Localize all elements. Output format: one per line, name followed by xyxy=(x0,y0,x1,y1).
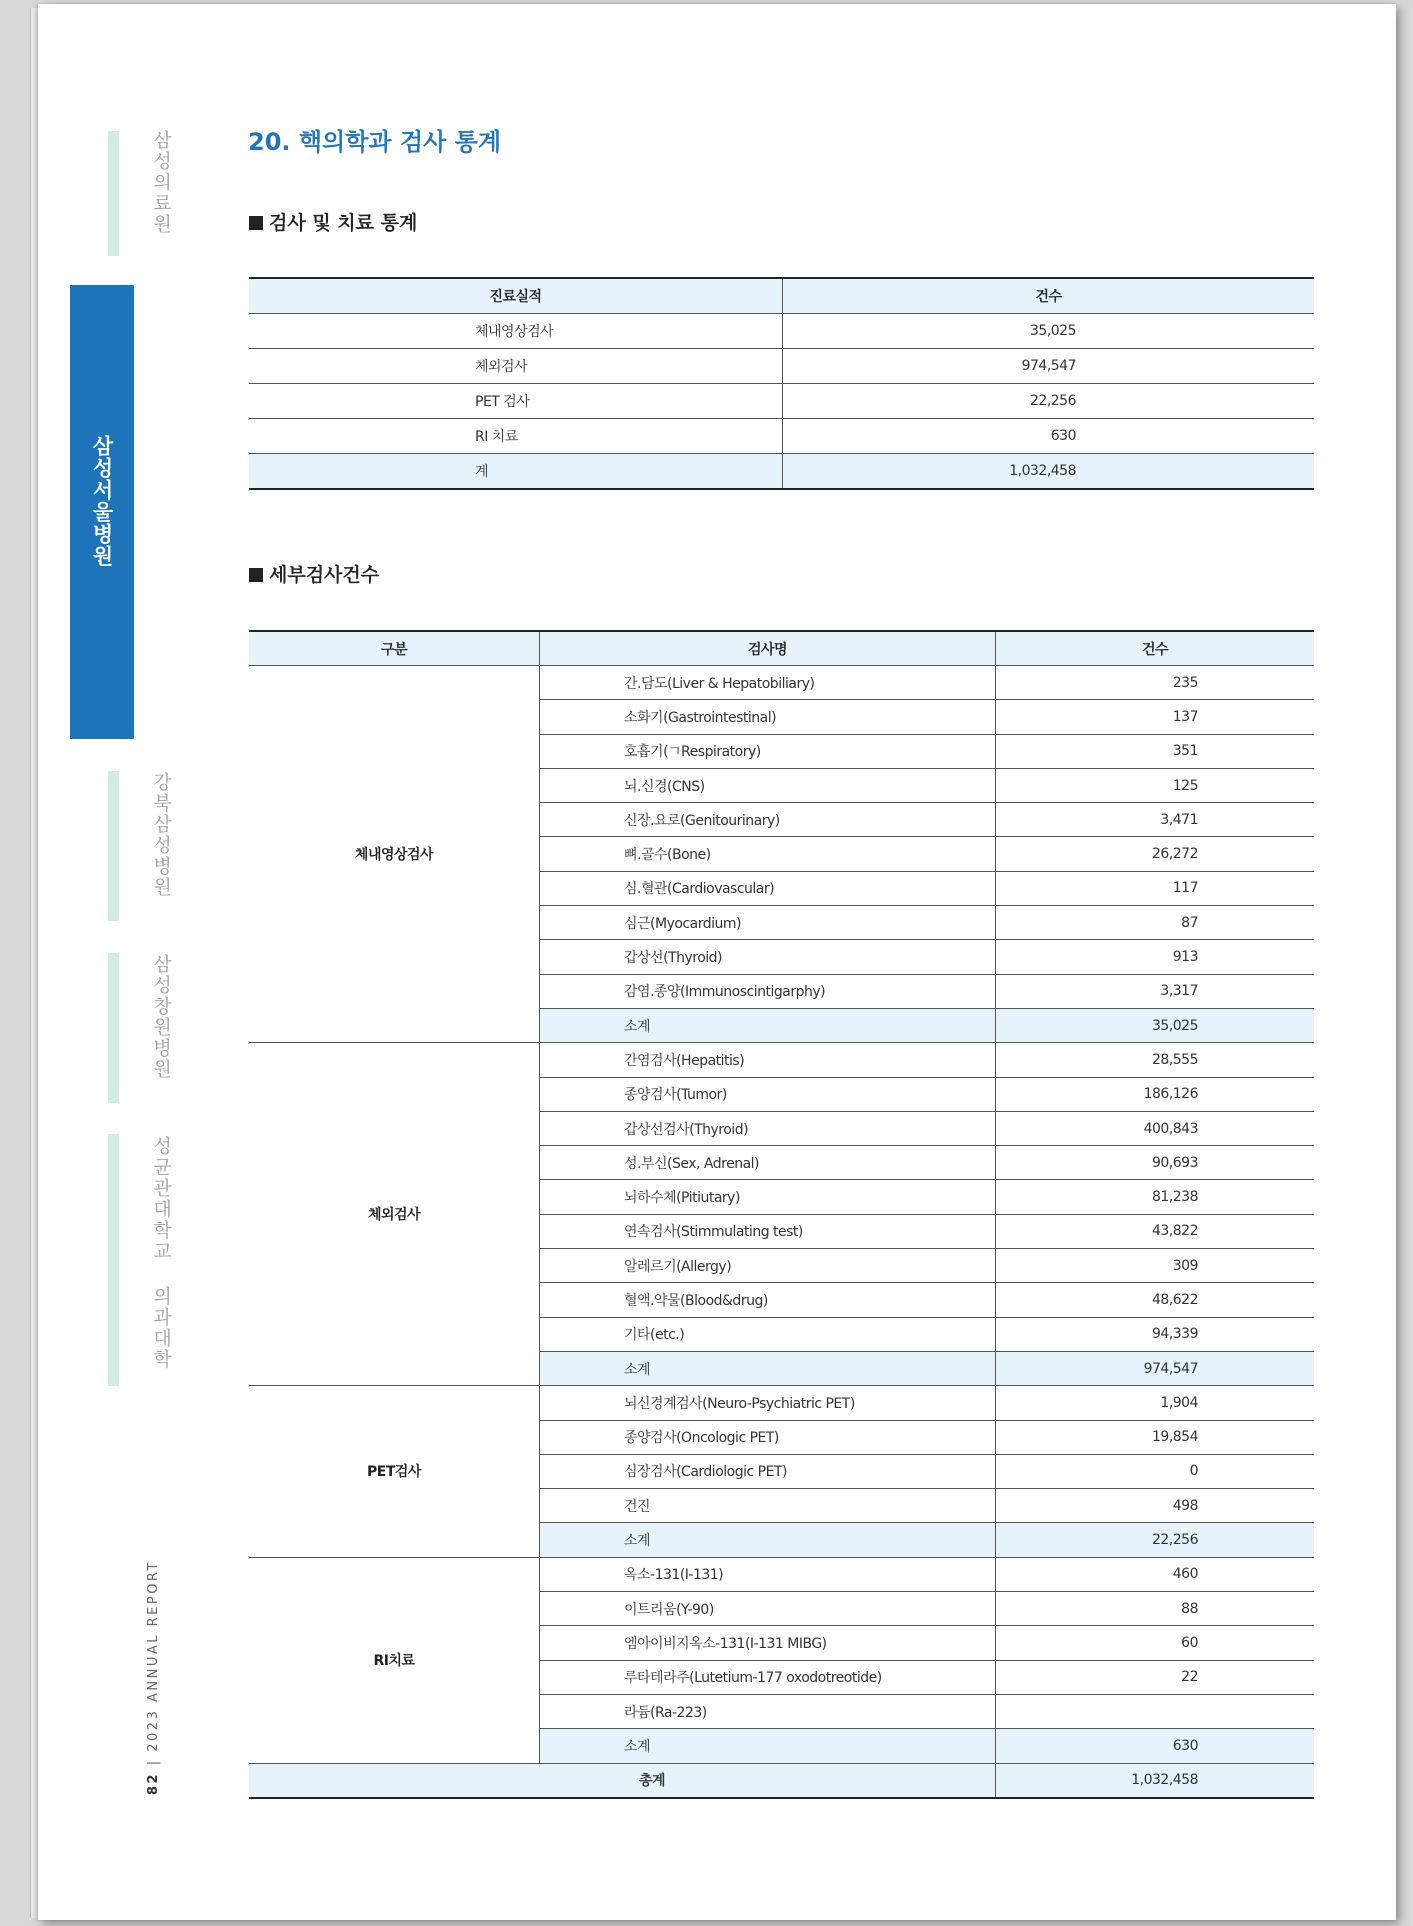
detail-test-count: 400,843 xyxy=(996,1111,1315,1145)
detail-test-count: 913 xyxy=(996,940,1315,974)
detail-test-name: 혈액.약물(Blood&drug) xyxy=(540,1283,996,1317)
detail-test-count: 351 xyxy=(996,734,1315,768)
summary-header-category: 진료실적 xyxy=(249,278,783,314)
detail-test-name: 건진 xyxy=(540,1489,996,1523)
detail-test-name: 뇌.신경(CNS) xyxy=(540,768,996,802)
summary-total-name: 계 xyxy=(249,454,783,490)
detail-test-count: 309 xyxy=(996,1249,1315,1283)
side-tab-active-label: 삼성서울병원 xyxy=(90,435,114,567)
detail-test-count: 94,339 xyxy=(996,1317,1315,1351)
table-row xyxy=(249,1557,1314,1591)
detail-test-name: 신장.요로(Genitourinary) xyxy=(540,803,996,837)
detail-test-name: 호흡기(ㄱRespiratory) xyxy=(540,734,996,768)
detail-test-name: 심.혈관(Cardiovascular) xyxy=(540,871,996,905)
detail-test-name: 연속검사(Stimmulating test) xyxy=(540,1214,996,1248)
detail-test-count: 26,272 xyxy=(996,837,1315,871)
detail-header-test: 검사명 xyxy=(540,631,996,666)
table-row xyxy=(249,349,1314,384)
section1-heading xyxy=(249,208,417,235)
detail-test-name: 심근(Myocardium) xyxy=(540,906,996,940)
summary-row-value: 22,256 xyxy=(783,384,1315,419)
detail-test-count: 22 xyxy=(996,1660,1315,1694)
section2-heading-text: 세부검사건수 xyxy=(269,564,380,586)
detail-group-name: 체외검사 xyxy=(249,1043,540,1386)
detail-test-name: 간.담도(Liver & Hepatobiliary) xyxy=(540,666,996,700)
summary-row-name: PET 검사 xyxy=(249,384,783,419)
detail-test-name: 뇌하수체(Pitiutary) xyxy=(540,1180,996,1214)
detail-test-name: 뼈.골수(Bone) xyxy=(540,837,996,871)
detail-test-name: 갑상선(Thyroid) xyxy=(540,940,996,974)
grand-total-value: 1,032,458 xyxy=(996,1763,1315,1798)
table-row xyxy=(249,419,1314,454)
detail-test-count: 88 xyxy=(996,1592,1315,1626)
side-tab-bar-4 xyxy=(108,953,119,1103)
detail-test-name: 성.부신(Sex, Adrenal) xyxy=(540,1146,996,1180)
square-bullet-icon xyxy=(249,568,263,582)
table-row xyxy=(249,1386,1314,1420)
detail-test-count: 125 xyxy=(996,768,1315,802)
section1-heading-text: 검사 및 치료 통계 xyxy=(269,212,418,234)
grand-total-label: 총계 xyxy=(249,1763,996,1798)
side-tab-bar-1 xyxy=(108,131,119,256)
detail-test-count: 3,317 xyxy=(996,974,1315,1008)
detail-test-name: 이트리움(Y-90) xyxy=(540,1592,996,1626)
subtotal-value: 22,256 xyxy=(996,1523,1315,1557)
summary-row-name: RI 치료 xyxy=(249,419,783,454)
summary-header-count: 건수 xyxy=(783,278,1315,314)
section2-heading xyxy=(249,560,379,587)
summary-row-name: 체내영상검사 xyxy=(249,314,783,349)
footer-annual-report xyxy=(146,1555,161,1795)
detail-header-count: 건수 xyxy=(996,631,1315,666)
detail-test-count: 117 xyxy=(996,871,1315,905)
detail-test-count: 43,822 xyxy=(996,1214,1315,1248)
detail-test-count: 48,622 xyxy=(996,1283,1315,1317)
detail-test-count: 460 xyxy=(996,1557,1315,1591)
side-tab-samsung-seoul-hospital[interactable] xyxy=(70,285,134,739)
detail-test-name: 종양검사(Tumor) xyxy=(540,1077,996,1111)
table-row xyxy=(249,666,1314,700)
detail-test-name: 기타(etc.) xyxy=(540,1317,996,1351)
detail-test-count: 81,238 xyxy=(996,1180,1315,1214)
detail-group-name: RI치료 xyxy=(249,1557,540,1763)
detail-test-count: 28,555 xyxy=(996,1043,1315,1077)
page-number: 82 xyxy=(146,1771,161,1795)
detail-test-name: 옥소-131(I-131) xyxy=(540,1557,996,1591)
page-title: 20. 핵의학과 검사 통계 xyxy=(248,128,502,156)
detail-test-name: 간염검사(Hepatitis) xyxy=(540,1043,996,1077)
square-bullet-icon xyxy=(249,216,263,230)
detail-group-name: PET검사 xyxy=(249,1386,540,1557)
detail-test-count: 0 xyxy=(996,1454,1315,1488)
subtotal-label: 소계 xyxy=(540,1523,996,1557)
subtotal-value: 974,547 xyxy=(996,1351,1315,1385)
subtotal-label: 소계 xyxy=(540,1008,996,1042)
detail-test-count: 19,854 xyxy=(996,1420,1315,1454)
table-row xyxy=(249,1043,1314,1077)
detail-test-name: 소화기(Gastrointestinal) xyxy=(540,700,996,734)
grand-total-row xyxy=(249,1763,1314,1798)
detail-test-name: 알레르기(Allergy) xyxy=(540,1249,996,1283)
detail-test-count: 3,471 xyxy=(996,803,1315,837)
summary-row-name: 체외검사 xyxy=(249,349,783,384)
subtotal-value: 630 xyxy=(996,1729,1315,1763)
detail-test-count xyxy=(996,1694,1315,1728)
table-row xyxy=(249,384,1314,419)
detail-test-name: 뇌신경계검사(Neuro-Psychiatric PET) xyxy=(540,1386,996,1420)
table-row xyxy=(249,314,1314,349)
summary-total-value: 1,032,458 xyxy=(783,454,1315,490)
summary-table xyxy=(249,277,1314,490)
subtotal-label: 소계 xyxy=(540,1729,996,1763)
detail-test-count: 90,693 xyxy=(996,1146,1315,1180)
footer-separator: | xyxy=(146,1758,161,1766)
detail-test-name: 갑상선검사(Thyroid) xyxy=(540,1111,996,1145)
detail-test-name: 루타테라주(Lutetium-177 oxodotreotide) xyxy=(540,1660,996,1694)
detail-test-name: 심장검사(Cardiologic PET) xyxy=(540,1454,996,1488)
detail-test-count: 186,126 xyxy=(996,1077,1315,1111)
detail-test-count: 498 xyxy=(996,1489,1315,1523)
detail-table xyxy=(249,630,1314,1799)
subtotal-label: 소계 xyxy=(540,1351,996,1385)
detail-header-group: 구분 xyxy=(249,631,540,666)
side-tab-samsung-changwon[interactable]: 삼성창원병원 xyxy=(150,954,172,1080)
detail-test-name: 라듐(Ra-223) xyxy=(540,1694,996,1728)
detail-group-name: 체내영상검사 xyxy=(249,666,540,1043)
subtotal-value: 35,025 xyxy=(996,1008,1315,1042)
detail-test-count: 87 xyxy=(996,906,1315,940)
side-tab-bar-5 xyxy=(108,1134,119,1386)
detail-test-name: 감염.종양(Immunoscintigarphy) xyxy=(540,974,996,1008)
detail-test-count: 235 xyxy=(996,666,1315,700)
detail-test-name: 종양검사(Oncologic PET) xyxy=(540,1420,996,1454)
detail-test-name: 엠아이비지옥소-131(I-131 MIBG) xyxy=(540,1626,996,1660)
side-tab-kangbuk-samsung[interactable]: 강북삼성병원 xyxy=(150,772,172,898)
side-tab-bar-3 xyxy=(108,771,119,921)
detail-test-count: 137 xyxy=(996,700,1315,734)
summary-row-value: 35,025 xyxy=(783,314,1315,349)
side-tab-skku-medicine[interactable]: 성균관대학교 의과대학 xyxy=(150,1136,172,1370)
summary-total-row xyxy=(249,454,1314,490)
summary-row-value: 630 xyxy=(783,419,1315,454)
detail-test-count: 60 xyxy=(996,1626,1315,1660)
summary-row-value: 974,547 xyxy=(783,349,1315,384)
side-tab-samsung-medical-center[interactable]: 삼성의료원 xyxy=(150,130,172,235)
detail-test-count: 1,904 xyxy=(996,1386,1315,1420)
report-title: 2023 ANNUAL REPORT xyxy=(146,1560,161,1752)
